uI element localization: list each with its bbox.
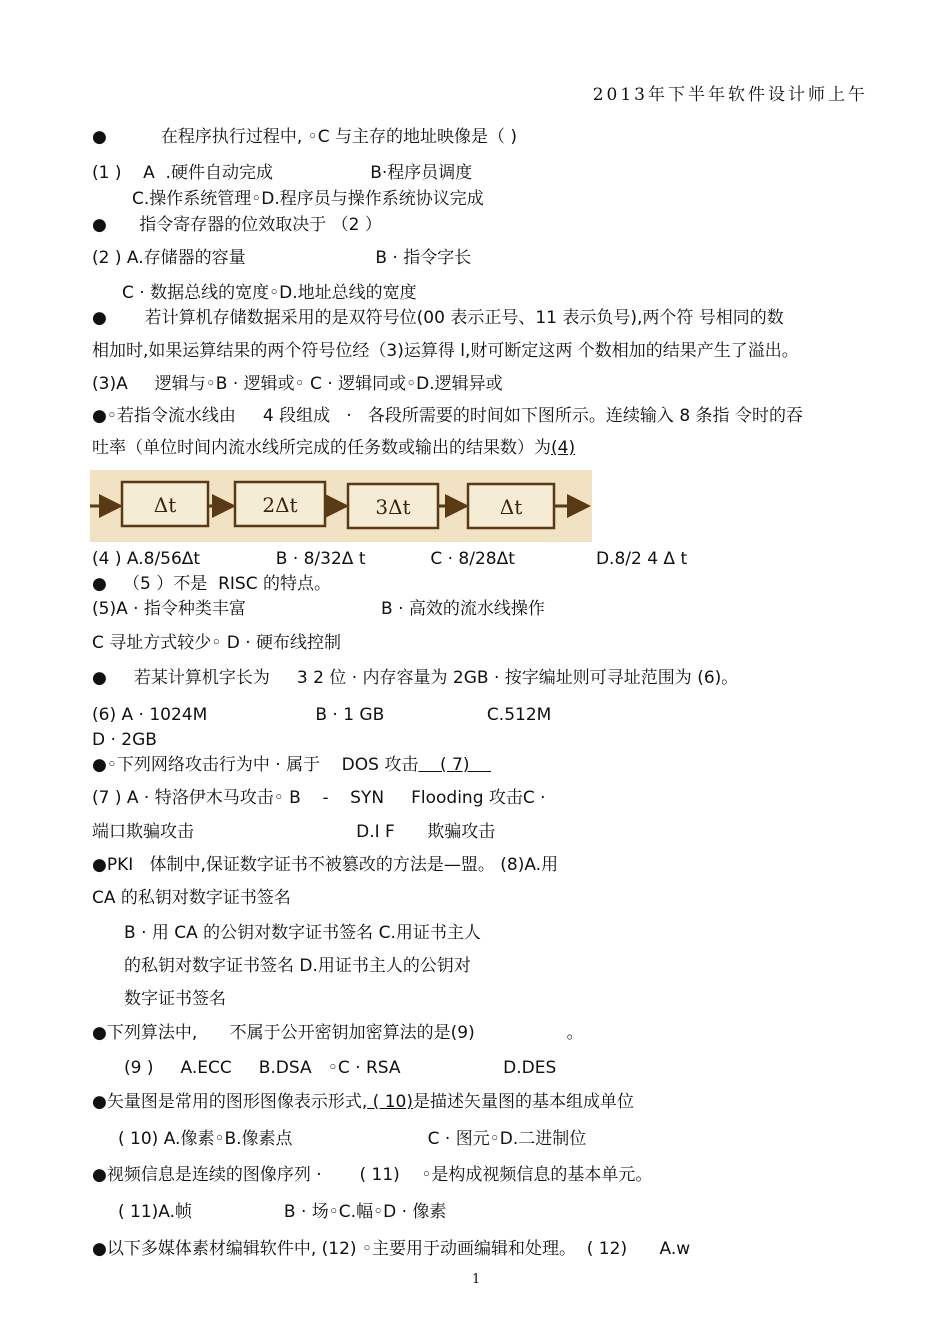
q10-blank: ( 10) [367,1092,413,1112]
q4-stem-line1: ●◦若指令流水线由 4 段组成 · 各段所需要的时间如下图所示。连续输入 8 条指 令时的吞 [92,406,803,426]
q1-stem: ● 在程序执行过程中, ◦C 与主存的地址映像是（ ) [92,127,518,147]
q2-stem: ● 指令寄存器的位效取决于 （2 ） [92,215,382,235]
pipeline-diagram [90,470,592,542]
q9-options: (9 ) A.ECC B.DSA ◦C · RSA D.DES [124,1058,557,1078]
pipeline-stage-2-label: 2Δt [262,493,298,517]
q5-stem: ● （5 ）不是 RISC 的特点。 [92,574,331,594]
q8-option-a: CA 的私钥对数字证书签名 [92,888,291,908]
q10-options: ( 10) A.像素◦B.像素点 C · 图元◦D.二进制位 [118,1129,587,1149]
pipeline-stage-1-label: Δt [153,493,177,517]
q3-stem-line2: 相加时,如果运算结果的两个符号位经（3)运算得 l,财可断定这两 个数相加的结果产生了溢出。 [92,341,799,361]
q1-options-ab: (1 ) A .硬件自动完成 B·程序员调度 [92,163,473,183]
q7-stem-text: ●◦下列网络攻击行为中 · 属于 DOS 攻击 [92,755,419,775]
q4-blank: (4) [551,438,576,458]
q2-options-cd: C · 数据总线的宽度◦D.地址总线的宽度 [122,283,417,303]
q2-options-ab: (2 ) A.存储器的容量 B · 指令字长 [92,248,472,268]
q4-options: (4 ) A.8/56Δt B · 8/32Δ t C · 8/28Δt D.8/2 4 Δ t [92,549,688,569]
q3-stem-line1: ● 若计算机存储数据采用的是双符号位(00 表示正号、11 表示负号),两个符 号相同的数 [92,308,784,328]
page-header: 2013年下半年软件设计师上午 [592,85,868,105]
q11-options: ( 11)A.帧 B · 场◦C.幅◦D · 像素 [118,1202,447,1222]
q10-stem [92,1091,634,1113]
q6-option-d: D · 2GB [92,730,157,750]
q8-options-line1: B · 用 CA 的公钥对数字证书签名 C.用证书主人 [124,923,481,943]
q1-options-cd: C.操作系统管理◦D.程序员与操作系统协议完成 [132,189,484,209]
q7-options-line1: (7 ) A · 特洛伊木马攻击◦ B - SYN Flooding 攻击C · [92,788,546,808]
pipeline-stage-3-label: 3Δt [375,495,411,519]
q3-options: (3)A 逻辑与◦B · 逻辑或◦ C · 逻辑同或◦D.逻辑异或 [92,374,503,394]
q12-stem: ●以下多媒体素材编辑软件中, (12) ◦主要用于动画编辑和处理。 ( 12) A.w [92,1239,691,1259]
q8-options-line2: 的私钥对数字证书签名 D.用证书主人的公钥对 [124,956,471,976]
q5-options-cd: C 寻址方式较少◦ D · 硬布线控制 [92,633,342,653]
q7-stem [92,754,491,776]
page-number: 1 [472,1272,481,1287]
q5-options-ab: (5)A · 指令种类丰富 B · 高效的流水线操作 [92,599,545,619]
q10-stem-text: ●矢量图是常用的图形图像表示形式, [92,1092,368,1112]
q7-blank: ( 7) [418,755,492,775]
q6-stem: ● 若某计算机字长为 3 2 位 · 内存容量为 2GB · 按字编址则可寻址范围为 (6)。 [92,668,739,688]
q10-stem-tail: 是描述矢量图的基本组成单位 [412,1092,634,1112]
q8-options-line3: 数字证书签名 [124,989,226,1009]
q7-options-line2: 端口欺骗攻击 D.I F 欺骗攻击 [92,822,496,842]
q4-stem-line2 [92,437,575,459]
q8-stem: ●PKI 体制中,保证数字证书不被篡改的方法是—盟。 (8)A.用 [92,855,559,875]
q4-stem-text: 吐率（单位时间内流水线所完成的任务数或输出的结果数）为 [92,438,551,458]
q11-stem: ●视频信息是连续的图像序列 · ( 11) ◦是构成视频信息的基本单元。 [92,1165,653,1185]
pipeline-stage-4-label: Δt [499,495,523,519]
q6-options-abc: (6) A · 1024M B · 1 GB C.512M [92,705,552,725]
q9-stem: ●下列算法中, 不属于公开密钥加密算法的是(9) 。 [92,1023,584,1043]
